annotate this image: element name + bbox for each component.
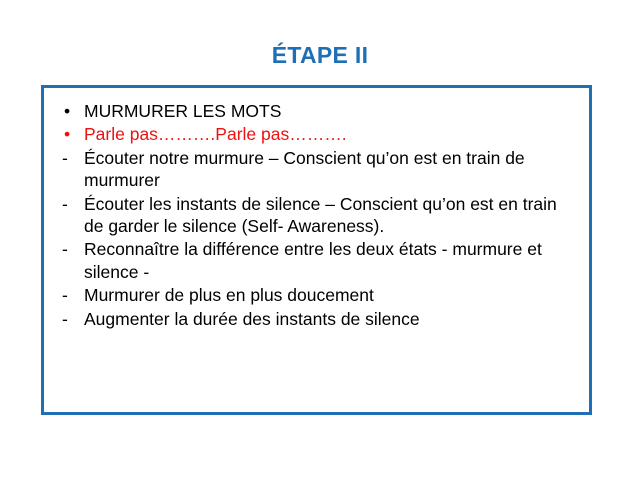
list-item-text: Écouter notre murmure – Conscient qu’on est en train de murmurer bbox=[84, 147, 525, 191]
dash-marker-icon: - bbox=[62, 193, 68, 214]
list-item bbox=[58, 147, 575, 192]
list-item-text: Reconnaître la différence entre les deux états - murmure et silence - bbox=[84, 239, 542, 282]
dash-marker-icon: - bbox=[62, 308, 68, 329]
bullet-marker-icon: • bbox=[64, 101, 71, 121]
list-item-text: Écouter les instants de silence – Conscient qu’on est en train de garder le silence (Self- Awareness). bbox=[84, 193, 557, 236]
page-title: ÉTAPE II bbox=[271, 42, 369, 68]
list-item bbox=[58, 284, 575, 306]
dash-marker-icon: - bbox=[62, 147, 68, 168]
list-item-text: MURMURER LES MOTS bbox=[84, 101, 282, 121]
list-item-text: Murmurer de plus en plus doucement bbox=[84, 285, 374, 306]
list-item bbox=[58, 193, 575, 238]
list-item-text: Augmenter la durée des instants de silence bbox=[84, 308, 420, 329]
dash-marker-icon: - bbox=[62, 239, 68, 260]
dash-marker-icon: - bbox=[62, 285, 68, 306]
bullet-marker-icon: • bbox=[64, 124, 71, 145]
list-item bbox=[58, 123, 575, 145]
content-box bbox=[41, 85, 592, 415]
list-item bbox=[58, 238, 575, 283]
bullet-list bbox=[58, 100, 575, 330]
list-item bbox=[58, 100, 575, 122]
list-item-text: Parle pas……….Parle pas………. bbox=[84, 124, 347, 145]
list-item bbox=[58, 308, 575, 330]
